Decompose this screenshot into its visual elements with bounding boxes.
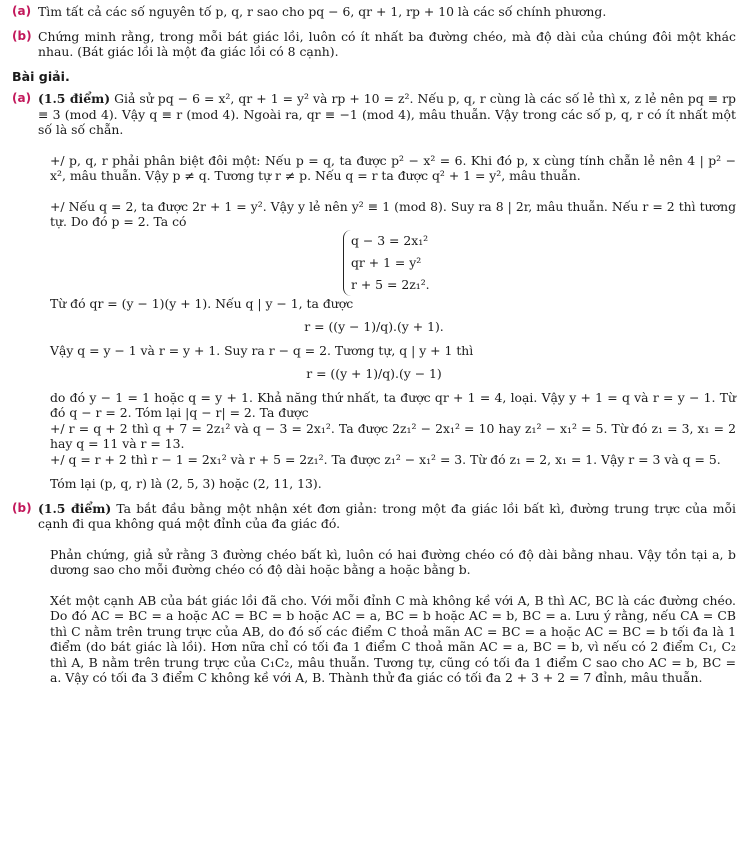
solution-a-p9: Tóm lại (p, q, r) là (2, 5, 3) hoặc (2, 11, 13). <box>50 476 322 491</box>
solution-a <box>12 91 736 138</box>
solution-a-p4: Từ đó qr = (y − 1)(y + 1). Nếu q | y − 1, ta được <box>50 295 354 311</box>
solution-a-p6: do đó y − 1 = 1 hoặc q = y + 1. Khả năng thứ nhất, ta được qr + 1 = 4, loại. Vậy y + 1 = q và r = y − 1. Từ đó q − r = 2. Tóm lại |q − r| = 2. Ta được <box>50 389 736 420</box>
solution-a-p7: +/ r = q + 2 thì q + 7 = 2z₁² và q − 3 = 2x₁². Ta được 2z₁² − 2x₁² = 10 hay z₁² − x₁² = 5. Từ đó z₁ = 3, x₁ = 2 hay q = 11 và r = 13. <box>50 420 736 451</box>
solution-a-p5: Vậy q = y − 1 và r = y + 1. Suy ra r − q = 2. Tương tự, q | y + 1 thì <box>50 342 474 358</box>
equation-1: r = ((y − 1)/q).(y + 1). <box>304 319 444 334</box>
system-eq-3: r + 5 = 2z₁². <box>351 276 430 292</box>
problem-a-label: (a) <box>12 4 32 18</box>
system-eq-1: q − 3 = 2x₁² <box>351 232 429 248</box>
solution-a-p8: +/ q = r + 2 thì r − 1 = 2x₁² và r + 5 = 2z₁². Ta được z₁² − x₁² = 3. Từ đó z₁ = 2, x₁ = 1. Vậy r = 3 và q = 5. <box>50 451 721 467</box>
problem-b-label: (b) <box>12 28 32 43</box>
problem-a <box>12 4 736 20</box>
solution-a-p2: +/ p, q, r phải phân biệt đôi một: Nếu p = q, ta được p² − x² = 6. Khi đó p, x cùng tính chẵn lẻ nên 4 | p² − x², mâu thuẫn. Vậy p ≠ q. Tương tự r ≠ p. Nếu q = r ta được q² + 1 = y², mâu thuẫn. <box>50 152 736 183</box>
solution-a-p3: +/ Nếu q = 2, ta được 2r + 1 = y². Vậy y lẻ nên y² ≡ 1 (mod 8). Suy ra 8 | 2r, mâu thuẫn. Nếu r = 2 thì tương tự. Do đó p = 2. Ta có <box>50 198 736 229</box>
problem-b <box>12 29 736 60</box>
solution-b-p3: Xét một cạnh AB của bát giác lồi đã cho. Với mỗi đỉnh C mà không kề với A, B thì AC, BC là các đường chéo. Do đó AC = BC = a hoặc AC = BC = b hoặc AC = a, BC = b hoặc AC = b, BC = a. Lưu ý rằng, nếu CA = CB thì C nằm trên trung trực của AB, do đó số các điểm C thoả mãn AC = BC = a hoặc AC = BC = b tối đa là 1 điểm (do bát giác là lồi). Hơn nữa chỉ có tối đa 1 điểm C thoả mãn AC = a, BC = b, vì nếu có 2 điểm C₁, C₂ thì A, B nằm trên trung trực của C₁C₂, mâu thuẫn. Tương tự, cũng có tối đa 1 điểm C sao cho AC = b, BC = a. Vậy có tối đa 3 điểm C không kề với A, B. Thành thử đa giác có tối đa 2 + 3 + 2 = 7 đỉnh, mâu thuẫn. <box>50 592 736 685</box>
equation-2: r = ((y + 1)/q).(y − 1) <box>306 366 442 381</box>
solution-a-label: (a) <box>12 91 32 105</box>
problem-b-text: Chứng minh rằng, trong mỗi bát giác lồi, luôn có ít nhất ba đường chéo, mà độ dài của chúng đôi một khác nhau. (Bát giác lồi là một đa giác lồi có 8 cạnh). <box>38 28 736 59</box>
solution-b-label: (b) <box>12 500 32 515</box>
solution-b-p1: Ta bắt đầu bằng một nhận xét đơn giản: trong một đa giác lồi bất kì, đường trung trực của mỗi cạnh đi qua không quá một đỉnh của đa giác đó. <box>38 500 736 531</box>
solution-a-p1: Giả sử pq − 6 = x², qr + 1 = y² và rp + 10 = z². Nếu p, q, r cùng là các số lẻ thì x, z lẻ nên pq ≡ rp ≡ 3 (mod 4). Vậy q ≡ r (mod 4). Ngoài ra, qr ≡ −1 (mod 4), mâu thuẫn. Vậy trong các số p, q, r có ít nhất một số là số chẵn. <box>38 91 736 137</box>
solution-b <box>12 501 736 532</box>
solution-b-points: (1.5 điểm) <box>38 500 112 516</box>
solution-a-points: (1.5 điểm) <box>38 91 111 106</box>
equation-system <box>343 230 461 296</box>
solution-b-p2: Phản chứng, giả sử rằng 3 đường chéo bất kì, luôn có hai đường chéo có độ dài bằng nhau. Vậy tồn tại a, b dương sao cho mỗi đường chéo có độ dài hoặc bằng a hoặc bằng b. <box>50 546 736 577</box>
problem-a-text: Tìm tất cả các số nguyên tố p, q, r sao cho pq − 6, qr + 1, rp + 10 là các số chính phương. <box>38 4 607 19</box>
solution-heading: Bài giải. <box>12 68 70 84</box>
system-eq-2: qr + 1 = y² <box>351 254 422 270</box>
